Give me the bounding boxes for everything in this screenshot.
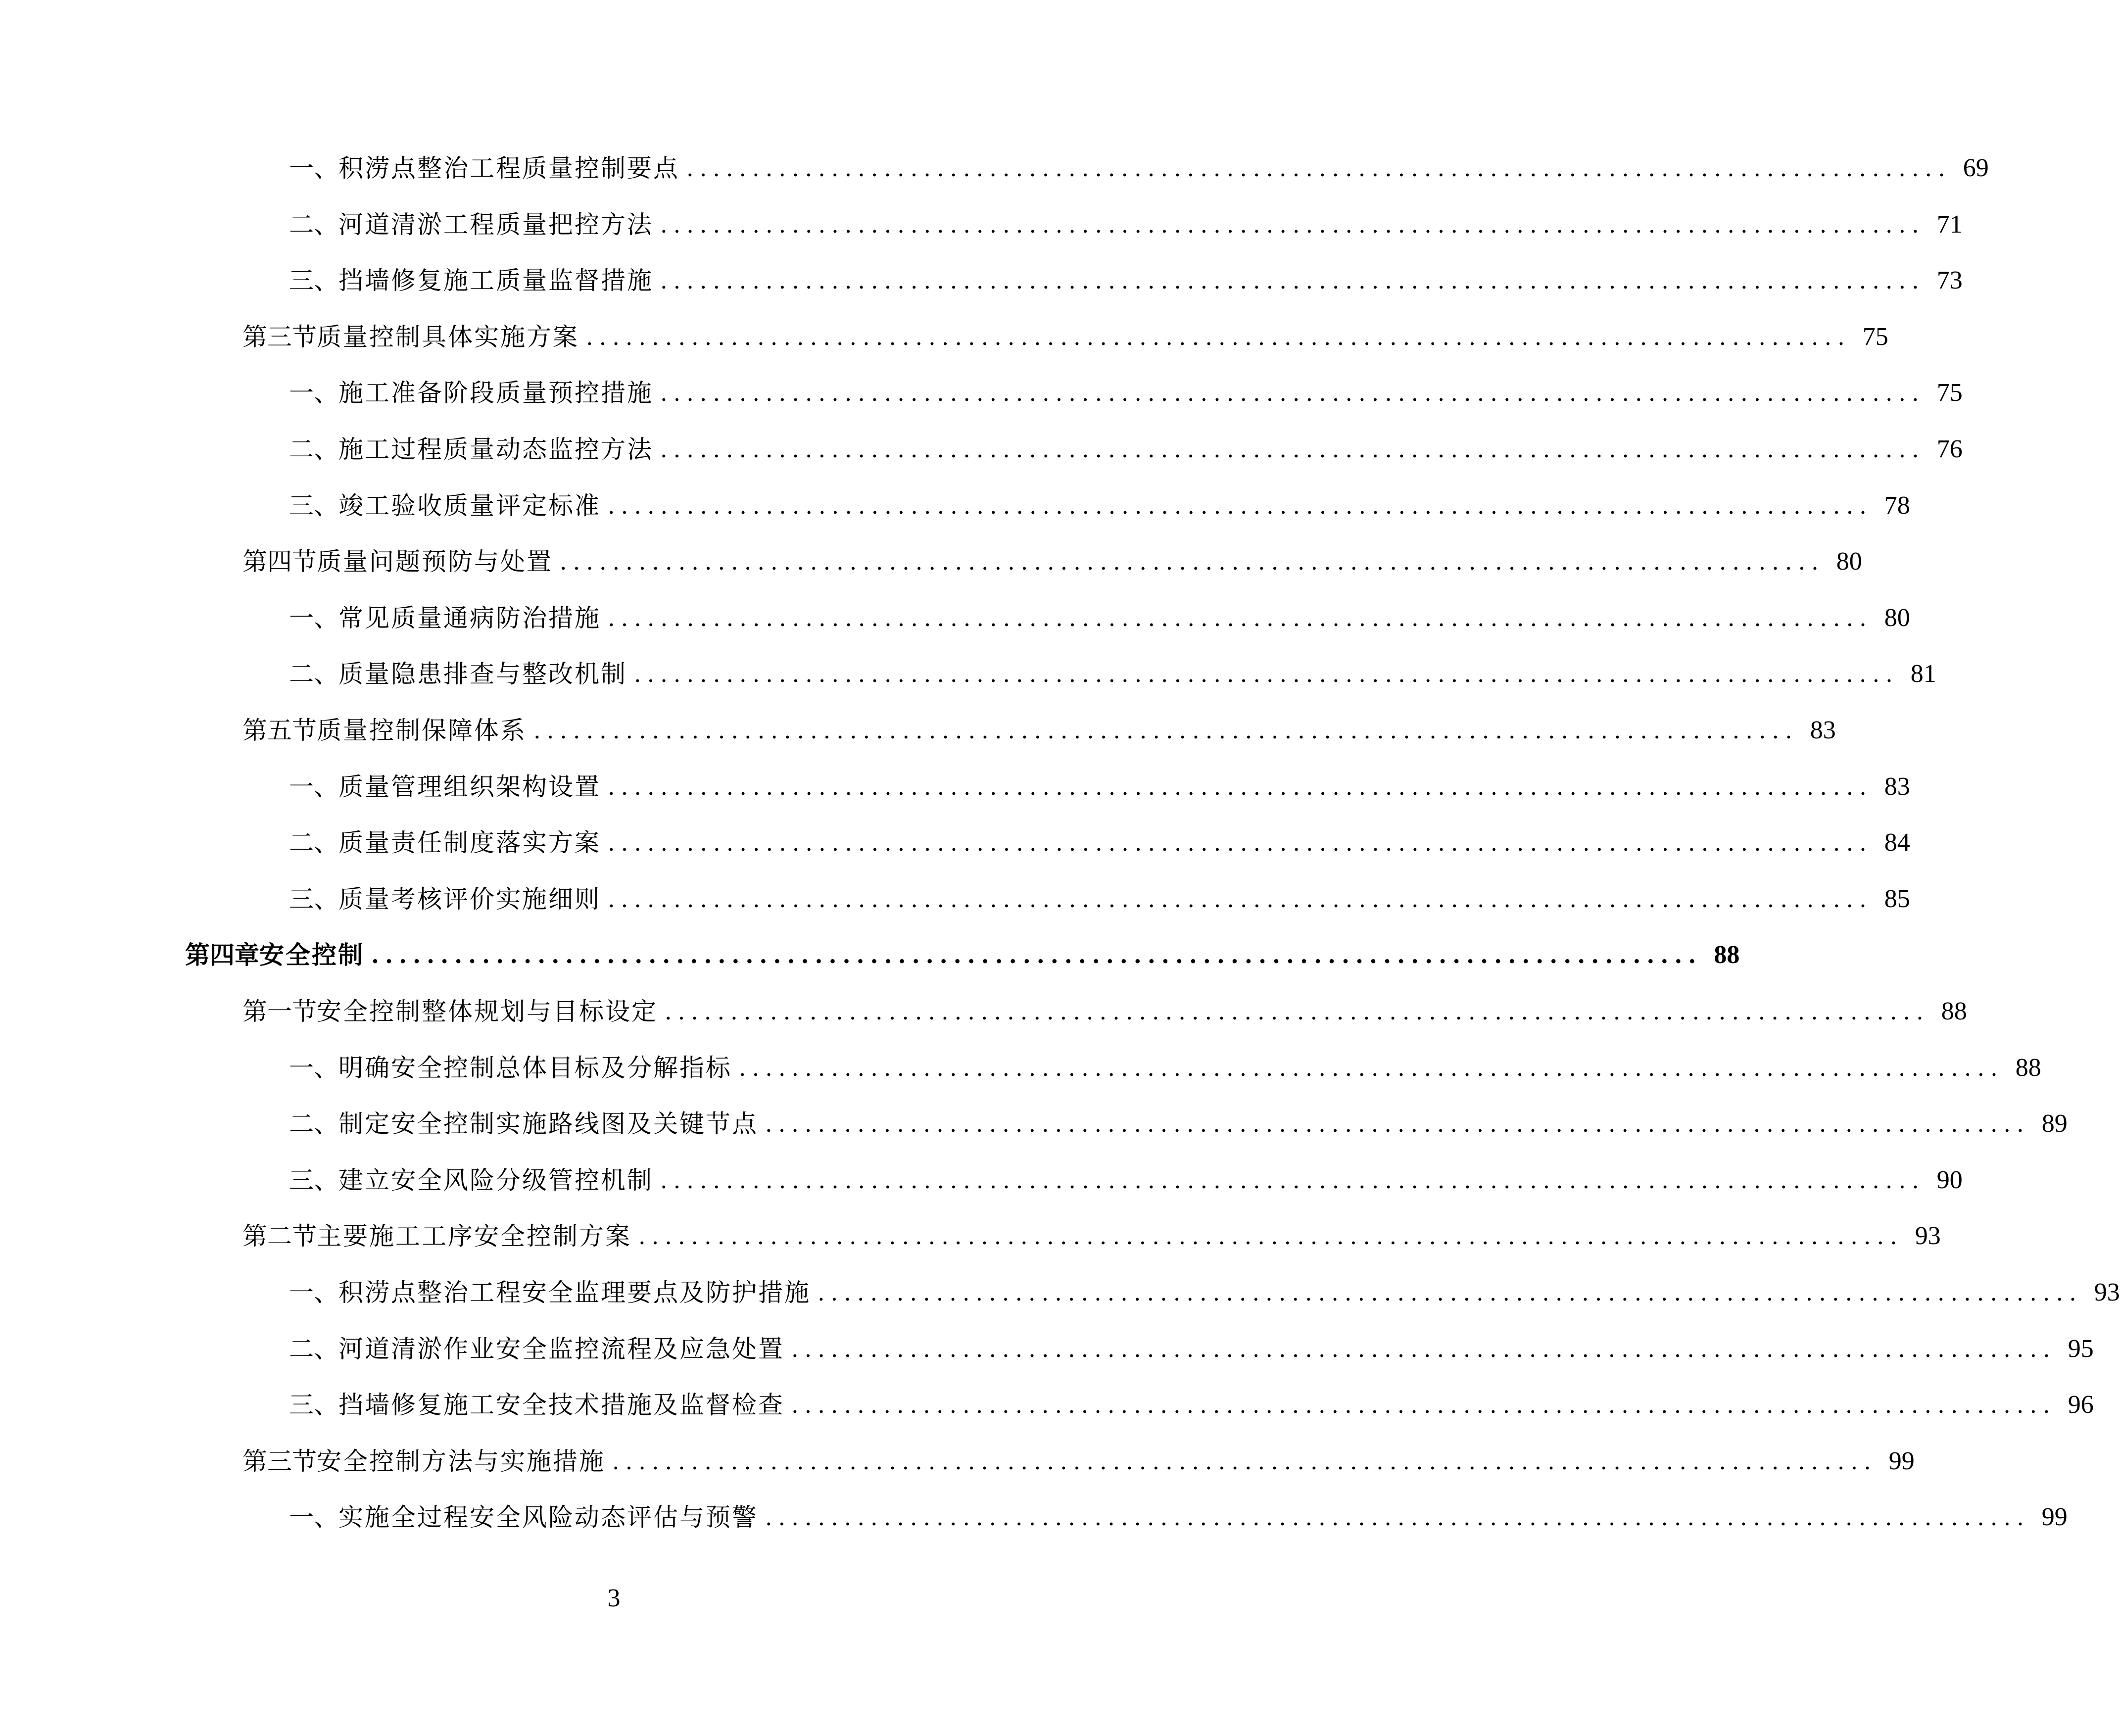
toc-entry-line <box>289 1324 2094 1374</box>
toc-entry-title: 质量管理组织架构设置 <box>338 772 601 801</box>
toc-entry-title: 主要施工工序安全控制方案 <box>317 1222 631 1251</box>
toc-entry-number: 一、 <box>289 604 338 632</box>
toc-entry-page: 75 <box>1862 323 1888 351</box>
toc-entry-line <box>289 1099 2068 1149</box>
toc-dot-leader: ................................................................................................ <box>660 1167 1925 1194</box>
toc-entry-title: 河道清淤作业安全监控流程及应急处置 <box>338 1335 784 1363</box>
toc-entry-number: 二、 <box>289 1335 338 1363</box>
toc-entry-line <box>289 874 1910 924</box>
toc-entry-line <box>289 818 1910 868</box>
toc-entry-line <box>289 1493 2068 1542</box>
toc-entry-section[interactable] <box>0 987 1967 1036</box>
toc-entry-title: 安全控制 <box>259 940 364 969</box>
toc-entry-line <box>242 1211 1941 1261</box>
toc-dot-leader: ................................................................................................ <box>608 886 1873 913</box>
toc-entry-number: 一、 <box>289 379 338 407</box>
toc-entry-page: 76 <box>1936 435 1963 463</box>
toc-entry-title: 明确安全控制总体目标及分解指标 <box>338 1054 732 1082</box>
toc-entry-item[interactable] <box>0 1324 2094 1374</box>
toc-entry-item[interactable] <box>0 1099 2068 1149</box>
toc-dot-leader: ................................................................................................ <box>739 1055 2004 1081</box>
toc-entry-line <box>242 987 1967 1036</box>
toc-entry-number: 第五节 <box>242 716 317 745</box>
toc-entry-line <box>242 706 1836 755</box>
toc-entry-item[interactable] <box>0 1493 2068 1542</box>
toc-entry-page: 80 <box>1884 604 1910 632</box>
toc-dot-leader: ................................................................................................ <box>371 942 1702 968</box>
toc-entry-line <box>289 368 1963 418</box>
toc-entry-number: 一、 <box>289 772 338 801</box>
toc-entry-title: 挡墙修复施工安全技术措施及监督检查 <box>338 1391 784 1419</box>
toc-entry-line <box>289 200 1963 249</box>
toc-entry-page: 78 <box>1884 491 1910 520</box>
toc-entry-section[interactable] <box>0 312 1888 362</box>
toc-entry-title: 制定安全控制实施路线图及关键节点 <box>338 1109 758 1138</box>
toc-entry-item[interactable] <box>0 200 1963 249</box>
toc-dot-leader: ................................................................................................ <box>660 211 1925 238</box>
toc-entry-number: 三、 <box>289 1391 338 1419</box>
toc-dot-leader: ................................................................................................ <box>638 1223 1903 1250</box>
toc-entry-number: 第二节 <box>242 1222 317 1251</box>
toc-entry-line <box>289 593 1910 643</box>
toc-entry-line <box>242 537 1862 586</box>
toc-entry-number: 二、 <box>289 1109 338 1138</box>
toc-entry-line <box>242 312 1888 362</box>
toc-entry-line <box>289 1380 2094 1430</box>
toc-entry-item[interactable] <box>0 874 1910 924</box>
toc-entry-number: 一、 <box>289 1054 338 1082</box>
toc-entry-title: 挡墙修复施工质量监督措施 <box>338 266 653 295</box>
toc-entry-item[interactable] <box>0 1043 2041 1093</box>
toc-entry-line <box>289 1268 2120 1317</box>
toc-entry-title: 建立安全风险分级管控机制 <box>338 1166 653 1195</box>
toc-entry-page: 88 <box>1714 941 1740 969</box>
toc-entry-page: 96 <box>2068 1391 2094 1419</box>
toc-entry-item[interactable] <box>0 256 1963 305</box>
toc-entry-number: 二、 <box>289 210 338 239</box>
toc-entry-page: 73 <box>1936 266 1963 294</box>
toc-dot-leader: ................................................................................................ <box>818 1279 2082 1306</box>
toc-entry-page: 84 <box>1884 828 1910 857</box>
toc-entry-number: 第三节 <box>242 1447 317 1476</box>
toc-entry-title: 竣工验收质量评定标准 <box>338 491 601 520</box>
toc-dot-leader: ................................................................................................ <box>791 1336 2056 1362</box>
toc-entry-page: 85 <box>1884 885 1910 913</box>
toc-dot-leader: ................................................................................................ <box>686 155 1951 182</box>
toc-entry-title: 安全控制整体规划与目标设定 <box>317 997 658 1026</box>
toc-entry-line <box>289 762 1910 812</box>
toc-entry-line <box>289 1043 2041 1093</box>
toc-entry-section[interactable] <box>0 1211 1941 1261</box>
toc-dot-leader: ................................................................................................ <box>765 1110 2030 1137</box>
toc-dot-leader: ................................................................................................ <box>634 661 1899 687</box>
toc-entry-line <box>289 1156 1963 1205</box>
toc-entry-number: 三、 <box>289 491 338 520</box>
toc-entry-page: 89 <box>2041 1109 2068 1138</box>
toc-entry-page: 95 <box>2068 1335 2094 1363</box>
toc-entry-page: 71 <box>1936 210 1963 239</box>
toc-dot-leader: ................................................................................................ <box>608 829 1873 856</box>
toc-entry-title: 质量责任制度落实方案 <box>338 828 601 857</box>
toc-entry-page: 81 <box>1910 660 1936 688</box>
toc-entry-page: 88 <box>2015 1054 2041 1082</box>
toc-entry-number: 二、 <box>289 660 338 688</box>
toc-entry-line <box>289 649 1936 699</box>
toc-entry-page: 80 <box>1836 547 1862 576</box>
toc-entry-page: 99 <box>1888 1447 1915 1475</box>
toc-entry-line <box>185 930 1740 980</box>
toc-entry-item[interactable] <box>0 649 1936 699</box>
toc-dot-leader: ................................................................................................ <box>660 267 1925 294</box>
toc-entry-title: 常见质量通病防治措施 <box>338 604 601 632</box>
toc-dot-leader: ................................................................................................ <box>608 492 1873 519</box>
toc-entry-number: 第一节 <box>242 997 317 1026</box>
toc-entry-number: 三、 <box>289 1166 338 1195</box>
toc-entry-item[interactable] <box>0 593 1910 643</box>
toc-entry-line <box>242 1437 1915 1486</box>
toc-entry-section[interactable] <box>0 1437 1915 1486</box>
toc-dot-leader: ................................................................................................ <box>665 998 1929 1025</box>
toc-entry-item[interactable] <box>0 144 1989 193</box>
toc-entry-item[interactable] <box>0 1380 2094 1430</box>
toc-entry-chapter[interactable] <box>0 930 1740 980</box>
toc-entry-page: 83 <box>1884 772 1910 801</box>
toc-entry-item[interactable] <box>0 1156 1963 1205</box>
toc-entry-line <box>289 425 1963 474</box>
toc-dot-leader: ................................................................................................ <box>660 380 1925 406</box>
toc-dot-leader: ................................................................................................ <box>612 1448 1877 1475</box>
toc-entry-item[interactable] <box>0 481 1910 530</box>
toc-entry-line <box>289 481 1910 530</box>
toc-entry-title: 积涝点整治工程质量控制要点 <box>338 154 679 183</box>
toc-entry-number: 一、 <box>289 1278 338 1307</box>
toc-entry-number: 三、 <box>289 266 338 295</box>
toc-entry-number: 二、 <box>289 828 338 857</box>
toc-dot-leader: ................................................................................................ <box>660 436 1925 463</box>
page-number: 3 <box>607 1584 621 1612</box>
toc-entry-page: 99 <box>2041 1503 2068 1531</box>
toc-entry-number: 第四章 <box>185 940 259 969</box>
toc-entry-number: 第三节 <box>242 323 317 351</box>
toc-entry-title: 质量考核评价实施细则 <box>338 885 601 914</box>
toc-dot-leader: ................................................................................................ <box>560 548 1825 575</box>
toc-dot-leader: ................................................................................................ <box>765 1504 2030 1531</box>
toc-dot-leader: ................................................................................................ <box>533 717 1798 744</box>
toc-entry-section[interactable] <box>0 706 1836 755</box>
toc-entry-title: 质量控制保障体系 <box>317 716 527 745</box>
toc-entry-page: 90 <box>1936 1166 1963 1194</box>
toc-entry-item[interactable] <box>0 818 1910 868</box>
toc-entry-title: 施工准备阶段质量预控措施 <box>338 379 653 407</box>
toc-entry-page: 75 <box>1936 379 1963 407</box>
toc-entry-item[interactable] <box>0 762 1910 812</box>
toc-entry-number: 二、 <box>289 435 338 464</box>
toc-entry-item[interactable] <box>0 425 1963 474</box>
toc-dot-leader: ................................................................................................ <box>608 605 1873 631</box>
toc-dot-leader: ................................................................................................ <box>791 1392 2056 1418</box>
toc-entry-item[interactable] <box>0 1268 2120 1317</box>
toc-entry-title: 质量控制具体实施方案 <box>317 323 579 351</box>
toc-entry-page: 93 <box>1915 1222 1941 1250</box>
toc-entry-page: 83 <box>1810 716 1836 744</box>
toc-dot-leader: ................................................................................................ <box>586 324 1851 350</box>
toc-entry-page: 93 <box>2094 1278 2120 1306</box>
toc-entry-section[interactable] <box>0 537 1862 586</box>
toc-dot-leader: ................................................................................................ <box>608 773 1873 800</box>
toc-entry-number: 一、 <box>289 154 338 183</box>
toc-entry-title: 安全控制方法与实施措施 <box>317 1447 605 1476</box>
toc-entry-title: 河道清淤工程质量把控方法 <box>338 210 653 239</box>
toc-entry-title: 质量问题预防与处置 <box>317 547 553 576</box>
toc-entry-title: 实施全过程安全风险动态评估与预警 <box>338 1503 758 1532</box>
toc-entry-page: 69 <box>1963 154 1989 182</box>
toc-entry-number: 第四节 <box>242 547 317 576</box>
toc-entry-page: 88 <box>1941 997 1967 1025</box>
toc-entry-item[interactable] <box>0 368 1963 418</box>
toc-entry-number: 一、 <box>289 1503 338 1532</box>
toc-entry-title: 施工过程质量动态监控方法 <box>338 435 653 464</box>
toc-entry-title: 积涝点整治工程安全监理要点及防护措施 <box>338 1278 811 1307</box>
toc-entry-line <box>289 256 1963 305</box>
toc-entry-number: 三、 <box>289 885 338 914</box>
toc-entry-title: 质量隐患排查与整改机制 <box>338 660 627 688</box>
toc-entry-line <box>289 144 1989 193</box>
